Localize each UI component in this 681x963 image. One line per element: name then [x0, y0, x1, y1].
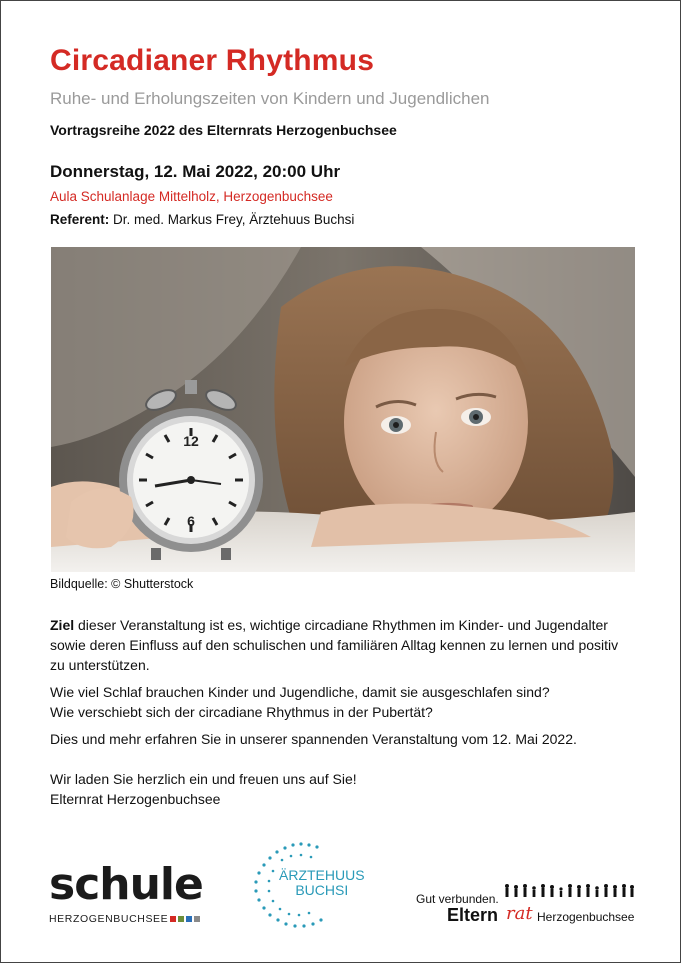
- goal-line-2: sowie deren Einfluss auf den schulischen und familiären Alltag kennen zu lernen und positiv: [50, 637, 619, 653]
- invite-paragraph: [50, 769, 630, 809]
- event-date: Donnerstag, 12. Mai 2022, 20:00 Uhr: [50, 162, 341, 181]
- people-silhouettes-icon: [502, 883, 637, 903]
- question-1: Wie viel Schlaf brauchen Kinder und Jugendliche, damit sie ausgeschlafen sind?: [50, 684, 550, 700]
- speaker-label: Referent:: [50, 212, 110, 227]
- logo-square-blue: [186, 916, 192, 922]
- elternrat-logo: [416, 881, 641, 931]
- event-venue: Aula Schulanlage Mittelholz, Herzogenbuchsee: [50, 189, 333, 204]
- aerztehuus-buchsi-logo: [249, 841, 379, 929]
- event-photo: [51, 247, 635, 572]
- child-with-alarm-clock-image: [51, 247, 635, 572]
- page-title: Circadianer Rhythmus: [50, 44, 375, 77]
- goal-line-1: Ziel dieser Veranstaltung ist es, wichtige circadiane Rhythmen im Kinder- und Jugendalter: [50, 617, 608, 633]
- goal-paragraph: [50, 615, 630, 675]
- lecture-series: Vortragsreihe 2022 des Elternrats Herzogenbuchsee: [50, 122, 397, 138]
- question-2: Wie verschiebt sich der circadiane Rhythmus in der Pubertät?: [50, 704, 433, 720]
- schule-logo-subtitle: HERZOGENBUCHSEE: [49, 913, 209, 925]
- elternrat-word-eltern: Eltern: [447, 905, 499, 925]
- page-subtitle: Ruhe- und Erholungszeiten von Kindern und Jugendlichen: [50, 89, 490, 108]
- clock-number-12: 12: [183, 433, 199, 449]
- speaker-name: Dr. med. Markus Frey, Ärztehuus Buchsi: [113, 212, 355, 227]
- goal-line-3: zu unterstützen.: [50, 657, 150, 673]
- logo-square-red: [170, 916, 176, 922]
- schule-herzogenbuchsee-logo: [49, 859, 209, 929]
- schule-logo-word: schule: [49, 859, 203, 910]
- questions-paragraph: [50, 682, 630, 722]
- elternrat-place: Herzogenbuchsee: [537, 910, 635, 924]
- event-speaker: [50, 212, 354, 227]
- more-paragraph: [50, 729, 630, 749]
- clock-number-6: 6: [187, 513, 195, 529]
- logo-square-green: [178, 916, 184, 922]
- elternrat-word-rat: rat: [506, 903, 533, 924]
- elternrat-slogan: Gut verbunden.: [416, 892, 499, 906]
- aerzte-logo-text: ÄRZTEHUUS BUCHSI: [279, 867, 365, 898]
- goal-keyword: Ziel: [50, 617, 75, 633]
- more-text: Dies und mehr erfahren Sie in unserer spannenden Veranstaltung vom 12. Mai 2022.: [50, 731, 577, 747]
- signature: Elternrat Herzogenbuchsee: [50, 791, 221, 807]
- invite-text: Wir laden Sie herzlich ein und freuen uns auf Sie!: [50, 771, 357, 787]
- photo-caption: Bildquelle: © Shutterstock: [50, 577, 194, 591]
- logo-square-gray: [194, 916, 200, 922]
